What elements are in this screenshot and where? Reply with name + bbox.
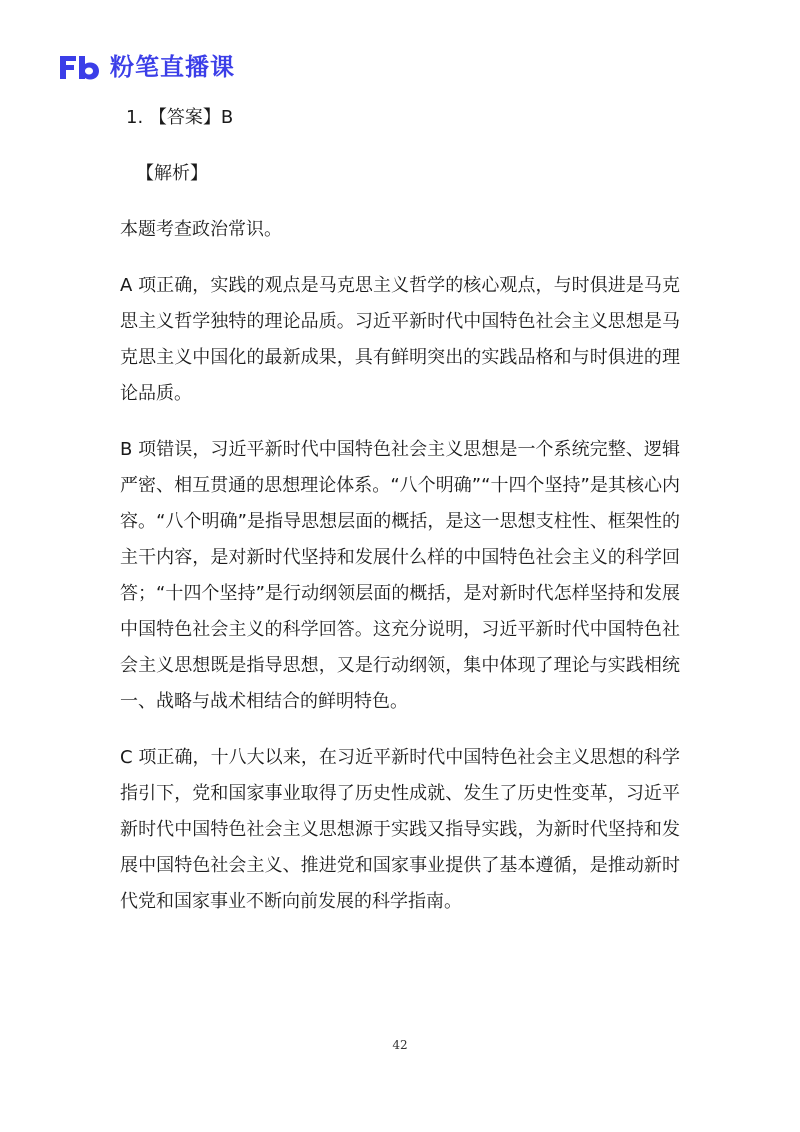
analysis-paragraph-option-a: A 项正确，实践的观点是马克思主义哲学的核心观点，与时俱进是马克思主义哲学独特的理论品质。习近平新时代中国特色社会主义思想是马克思主义中国化的最新成果，具有鲜明突出的实践品格和与时俱进的理论品质。 [120, 275, 680, 404]
analysis-paragraph-intro: 本题考查政治常识。 [120, 219, 282, 240]
header [58, 50, 235, 84]
fb-logo-icon [58, 52, 102, 82]
document-body [120, 100, 680, 920]
analysis-paragraph-option-b: B 项错误，习近平新时代中国特色社会主义思想是一个系统完整、逻辑严密、相互贯通的思想理论体系。“八个明确”“十四个坚持”是其核心内容。“八个明确”是指导思想层面的概括，是这一思想支柱性、框架性的主干内容，是对新时代坚持和发展什么样的中国特色社会主义的科学回答；“十四个坚持”是行动纲领层面的概括，是对新时代怎样坚持和发展中国特色社会主义的科学回答。这充分说明，习近平新时代中国特色社会主义思想既是指导思想，又是行动纲领，集中体现了理论与实践相统一、战略与战术相结合的鲜明特色。 [120, 439, 680, 712]
page-number: 42 [392, 1038, 408, 1052]
answer-line: 1. 【答案】B [126, 107, 234, 128]
analysis-label: 【解析】 [136, 163, 208, 184]
brand-name: 粉笔直播课 [110, 53, 235, 81]
analysis-paragraph-option-c: C 项正确，十八大以来，在习近平新时代中国特色社会主义思想的科学指引下，党和国家事业取得了历史性成就、发生了历史性变革，习近平新时代中国特色社会主义思想源于实践又指导实践，为新时代坚持和发展中国特色社会主义、推进党和国家事业提供了基本遵循，是推动新时代党和国家事业不断向前发展的科学指南。 [120, 747, 680, 912]
